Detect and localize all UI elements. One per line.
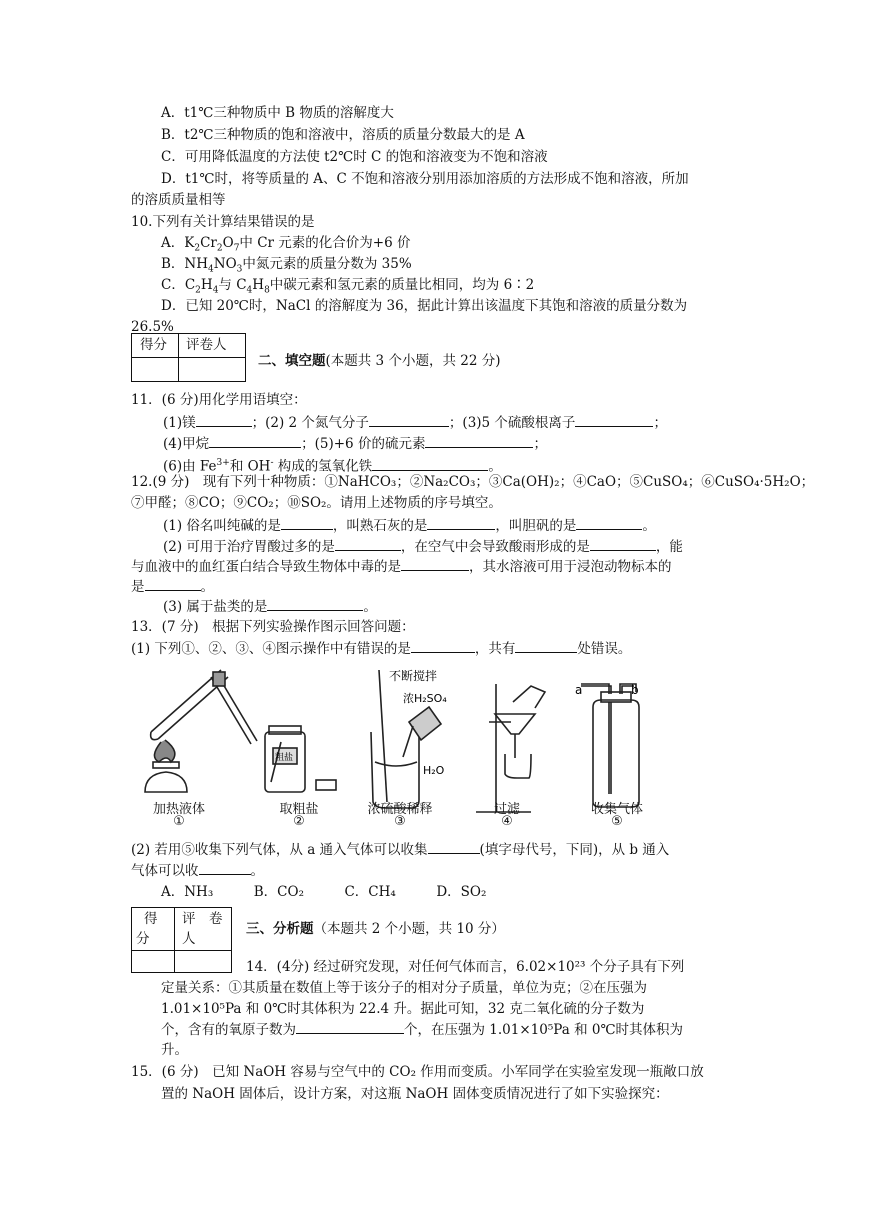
heating-liquid-illustration bbox=[145, 670, 257, 792]
port-b-label: b bbox=[631, 683, 639, 697]
q14-line-5: 升。 bbox=[161, 1042, 188, 1058]
q10-option-d: D．已知 20℃时，NaCl 的溶解度为 36，据此计算出该温度下其饱和溶液的质量分数为 bbox=[161, 298, 688, 314]
q12-part-3: (3) 属于盐类的是 。 bbox=[163, 599, 377, 615]
section-3-heading: 三、分析题（本题共 2 个小题，共 10 分） bbox=[246, 921, 505, 937]
score-label: 得分 bbox=[140, 337, 167, 353]
q13-part-2-cont: 气体可以收 。 bbox=[131, 863, 264, 879]
q14-line-4: 个，含有的氧原子数为 个，在压强为 1.01×10⁵Pa 和 0℃时其体积为 bbox=[161, 1022, 684, 1038]
q10-option-b: B．$NH_4NO_3$中氮元素的质量分数为 35% bbox=[161, 256, 412, 275]
q10-option-d-cont: 26.5% bbox=[131, 319, 174, 335]
gas-bottle-illustration bbox=[581, 684, 639, 807]
acid-dilution-illustration bbox=[371, 670, 441, 808]
q11-stem: 11．(6 分)用化学用语填空： bbox=[131, 392, 307, 408]
fig-2-number: ② bbox=[293, 814, 305, 829]
q13-part-2: (2) 若用⑤收集下列气体，从 a 通入气体可以收集 (填字母代号，下同)，从 b 通入 bbox=[131, 842, 670, 858]
q12-part-1: (1) 俗名叫纯碱的是 ，叫熟石灰的是 ，叫胆矾的是 。 bbox=[163, 518, 656, 534]
fig-1-number: ① bbox=[173, 814, 185, 829]
q11-row-1: (1)镁 ；(2) 2 个氮气分子 ；(3)5 个硫酸根离子 ； bbox=[163, 415, 667, 431]
q9-option-c: C．可用降低温度的方法使 t2℃时 C 的饱和溶液变为不饱和溶液 bbox=[161, 149, 548, 165]
q11-row-3: (6)由 $Fe^{3+}$和 OH- 构成的氢氧化铁 。 bbox=[163, 458, 502, 475]
salt-label: 粗盐 bbox=[275, 753, 294, 763]
port-a-label: a bbox=[575, 683, 583, 697]
fig-1-caption: 加热液体 bbox=[152, 802, 205, 817]
grader-label: 评卷人 bbox=[186, 337, 227, 353]
q10-option-c: C．$C_2H_4$与 $C_4H_8$中碳元素和氢元素的质量比相同，均为 6∶2 bbox=[161, 277, 535, 296]
q9-option-d-cont: 的溶质质量相等 bbox=[131, 192, 226, 208]
section-2-heading: 二、填空题(本题共 3 个小题，共 22 分) bbox=[258, 353, 501, 369]
q11-row-2: (4)甲烷 ；(5)+6 价的硫元素 ； bbox=[163, 436, 547, 452]
score-table-2 bbox=[131, 907, 232, 973]
score-label-2a: 得 bbox=[144, 911, 158, 927]
q10-option-a: A．$K_2Cr_2O_7$中 Cr 元素的化合价为+6 价 bbox=[161, 235, 411, 254]
fig-4-number: ④ bbox=[501, 814, 513, 829]
fig-5-caption: 收集气体 bbox=[590, 802, 643, 817]
q15-line-2: 置的 NaOH 固体后，设计方案，对这瓶 NaOH 固体变质情况进行了如下实验探究： bbox=[161, 1086, 669, 1102]
q10-stem: 10.下列有关计算结果错误的是 bbox=[131, 214, 315, 230]
fig-2-caption: 取粗盐 bbox=[279, 802, 319, 817]
q12-part-2-end: 是 。 bbox=[131, 579, 214, 595]
q15-line-1: 15．(6 分) 已知 NaOH 容易与空气中的 CO₂ 作用而变质。小军同学在实验室发现一瓶敞口放 bbox=[131, 1064, 704, 1080]
filtration-illustration bbox=[476, 684, 545, 812]
lab-operations-figure bbox=[131, 662, 671, 832]
fig-4-caption: 过滤 bbox=[493, 802, 520, 817]
q14-line-3: 1.01×10⁵Pa 和 0℃时其体积为 22.4 升。据此可知，32 克二氧化硫的分子数为 bbox=[161, 1001, 645, 1017]
score-table-1 bbox=[131, 333, 246, 382]
grader-label-2a: 评 卷 bbox=[182, 911, 223, 927]
q9-option-b: B．t2℃三种物质的饱和溶液中，溶质的质量分数最大的是 A bbox=[161, 127, 525, 143]
q9-option-d: D．t1℃时，将等质量的 A、C 不饱和溶液分别用添加溶质的方法形成不饱和溶液，所加 bbox=[161, 171, 689, 187]
stir-label: 不断搅拌 bbox=[389, 669, 438, 683]
fig-3-caption: 浓硫酸稀释 bbox=[367, 802, 433, 817]
score-label-2b: 分 bbox=[136, 931, 150, 947]
q12-stem-cont: ⑦甲醛；⑧CO；⑨CO₂；⑩SO₂。请用上述物质的序号填空。 bbox=[131, 495, 502, 511]
q12-part-2-cont: 与血液中的血红蛋白结合导致生物体中毒的是 ，其水溶液可用于浸泡动物标本的 bbox=[131, 559, 672, 575]
q13-options: A．NH₃ B．CO₂ C．CH₄ D．SO₂ bbox=[161, 884, 487, 900]
q14-line-1: 14．(4分) 经过研究发现，对任何气体而言，6.02×10²³ 个分子具有下列 bbox=[246, 959, 685, 975]
conc-acid-label: 浓H₂SO₄ bbox=[403, 692, 447, 705]
fig-5-number: ⑤ bbox=[611, 814, 623, 829]
q13-part-1: (1) 下列①、②、③、④图示操作中有错误的是 ，共有 处错误。 bbox=[131, 641, 632, 657]
water-label: H₂O bbox=[423, 764, 445, 777]
q9-option-a: A．t1℃三种物质中 B 物质的溶解度大 bbox=[161, 105, 394, 121]
fig-3-number: ③ bbox=[394, 814, 406, 829]
q12-part-2: (2) 可用于治疗胃酸过多的是 ，在空气中会导致酸雨形成的是 ，能 bbox=[163, 539, 683, 555]
q13-stem: 13．(7 分) 根据下列实验操作图示回答问题： bbox=[131, 619, 415, 635]
q12-stem: 12.(9 分) 现有下列十种物质：①NaHCO₃；②Na₂CO₃；③Ca(OH)₂；④CaO；⑤CuSO₄；⑥CuSO₄·5H₂O； bbox=[131, 474, 815, 490]
q14-line-2: 定量关系：①其质量在数值上等于该分子的相对分子质量，单位为克；②在压强为 bbox=[161, 980, 647, 996]
grader-label-2b: 人 bbox=[182, 931, 196, 947]
